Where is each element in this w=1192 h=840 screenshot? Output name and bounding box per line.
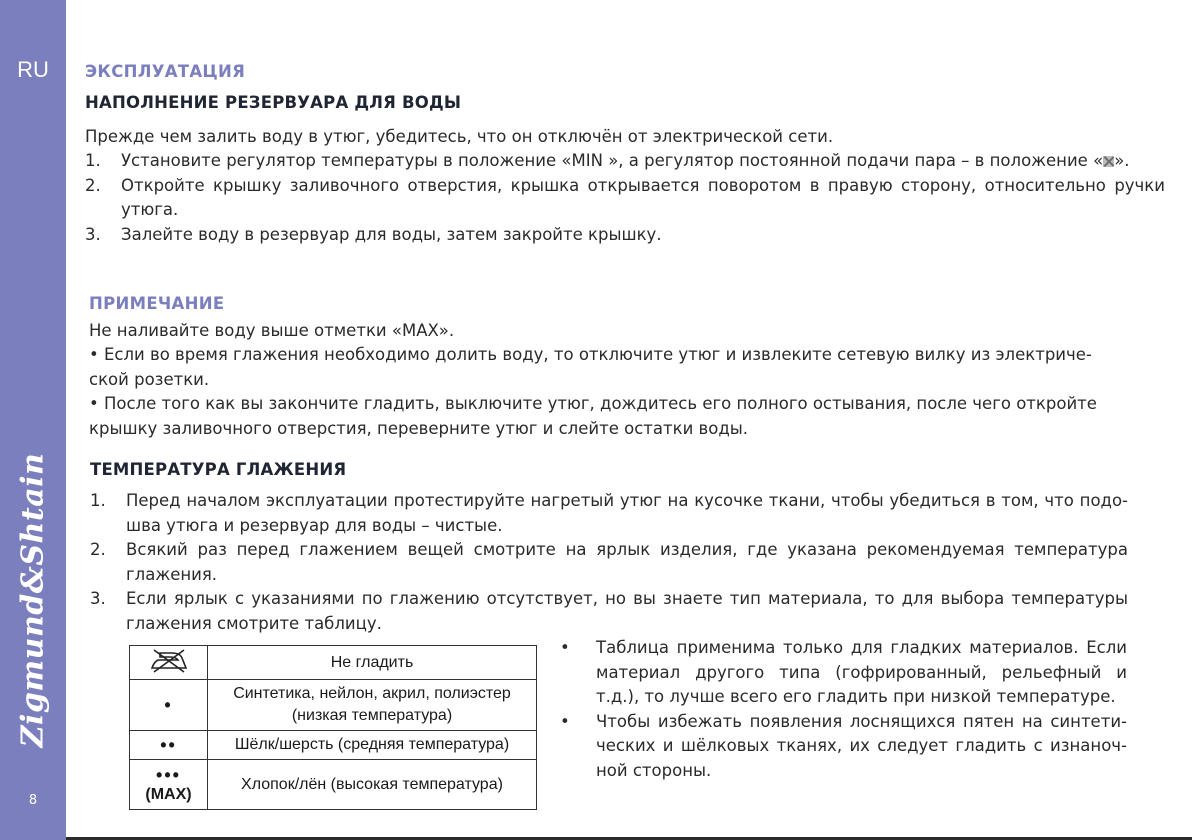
list-item: 2. Всякий раз перед глажением вещей смотрите на ярлык изделия, где указана рекомендуемая температура глажения. <box>90 540 1128 584</box>
table-row <box>130 646 537 680</box>
list-item: • Таблица применима только для гладких материалов. Если материал другого типа (гофрированный, рельефный и т.д.), то лучше всего его гладить при низкой температуре. <box>560 636 1127 710</box>
table-notes <box>560 636 1127 783</box>
no-iron-icon <box>130 646 208 680</box>
note-title: ПРИМЕЧАНИЕ <box>89 294 225 313</box>
list-item: • Чтобы избежать появления лоснящихся пятен на синтети-ческих и шёлковых тканях, их следует гладить с изнаноч-ной стороны. <box>560 710 1127 784</box>
table-row <box>130 680 537 731</box>
list-item: 3. Если ярлык с указаниями по глажению отсутствует, но вы знаете тип материала, то для выбора температуры глажения смотрите таблицу. <box>90 589 1128 633</box>
page-number: 8 <box>28 793 38 808</box>
two-dot-icon: •• <box>130 731 208 760</box>
table-cell: Не гладить <box>208 646 537 680</box>
one-dot-icon: • <box>130 680 208 731</box>
temperature-steps <box>90 489 1128 636</box>
table-cell: Шёлк/шерсть (средняя температура) <box>208 731 537 760</box>
ironing-temperature-table <box>129 645 537 810</box>
fill-title: НАПОЛНЕНИЕ РЕЗЕРВУАРА ДЛЯ ВОДЫ <box>85 93 462 112</box>
language-label: RU <box>17 57 49 82</box>
fill-steps <box>85 149 1165 247</box>
note-p1: Не наливайте воду выше отметки «MAX». <box>89 321 455 340</box>
sidebar <box>0 0 66 840</box>
section-label: ЭКСПЛУАТАЦИЯ <box>85 62 246 81</box>
brand-logo: Zigmund&Shtain <box>15 452 51 748</box>
list-item: 2. Откройте крышку заливочного отверстия, крышка открывается поворотом в правую сторону, относительно ручки утюга. <box>85 175 1165 219</box>
no-iron-icon <box>146 646 192 674</box>
table-row <box>130 731 537 760</box>
table-row <box>130 760 537 810</box>
list-item: 1. Установите регулятор температуры в положение «MIN », а регулятор постоянной подачи пара – в положение « ». <box>85 151 1130 170</box>
list-item: 1. Перед началом эксплуатации протестируйте нагретый утюг на кусочке ткани, чтобы убедиться в том, что подо-шва утюга и резервуар для воды – чистые. <box>90 491 1128 535</box>
table-cell: Синтетика, нейлон, акрил, полиэстер (низкая температура) <box>208 680 537 731</box>
note-p2: • Если во время глажения необходимо долить воду, то отключите утюг и извлеките сетевую вилку из электриче-ской розетки. <box>89 345 1092 389</box>
temperature-title: ТЕМПЕРАТУРА ГЛАЖЕНИЯ <box>90 460 347 479</box>
three-dot-icon: ••• (MAX) <box>130 760 208 810</box>
note-p3: • После того как вы закончите гладить, выключите утюг, дождитесь его полного остывания, после чего откройте крышку заливочного отверстия, переверните утюг и слейте остатки воды. <box>89 394 1097 438</box>
list-item: 3. Залейте воду в резервуар для воды, затем закройте крышку. <box>85 224 662 244</box>
fill-intro: Прежде чем залить воду в утюг, убедитесь, что он отключён от электрической сети. <box>85 127 834 146</box>
table-cell: Хлопок/лён (высокая температура) <box>208 760 537 810</box>
steam-off-icon <box>1103 156 1114 167</box>
